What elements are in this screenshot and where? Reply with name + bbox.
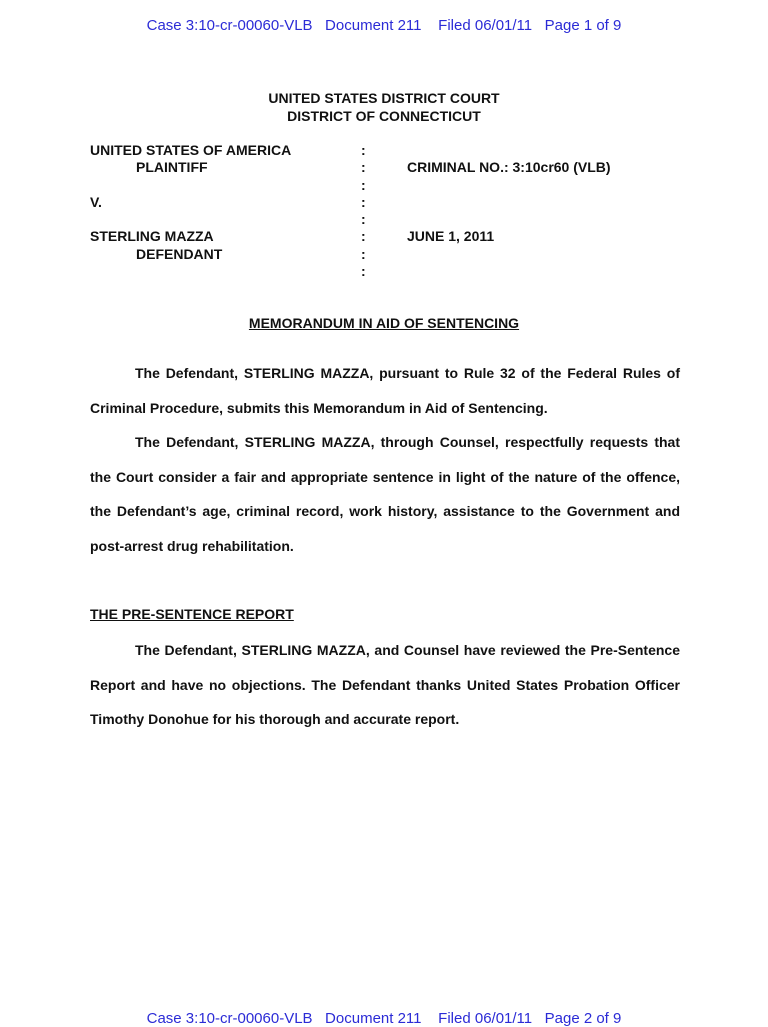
caption-colon: :: [361, 159, 366, 176]
caption-plaintiff-name: UNITED STATES OF AMERICA: [90, 142, 292, 158]
case-caption-details: [407, 142, 727, 246]
caption-colon: :: [361, 228, 366, 245]
caption-colon: :: [361, 142, 366, 158]
filing-date: JUNE 1, 2011: [407, 228, 495, 245]
caption-plaintiff-label: PLAINTIFF: [136, 159, 208, 176]
caption-spacer: [407, 177, 727, 194]
paragraph-rule-32: [90, 356, 680, 425]
caption-defendant-name: STERLING MAZZA: [90, 228, 214, 245]
court-district: DISTRICT OF CONNECTICUT: [287, 108, 481, 124]
caption-colon: :: [361, 176, 366, 193]
caption-colon: :: [361, 263, 366, 280]
caption-colon-column: [361, 142, 371, 280]
case-stamp-header: Case 3:10-cr-00060-VLB Document 211 Filed 06/01/11 Page 1 of 9: [146, 17, 622, 34]
caption-spacer: [407, 194, 727, 211]
caption-defendant-label: DEFENDANT: [136, 245, 223, 262]
caption-versus: V.: [90, 193, 102, 210]
caption-spacer: [407, 211, 727, 228]
paragraph-pre-sentence-report: [90, 633, 680, 737]
caption-spacer: [90, 211, 360, 228]
caption-spacer: [407, 142, 727, 159]
caption-colon: :: [361, 211, 366, 228]
paragraph-request: [90, 425, 680, 564]
paragraph-text: The Defendant, STERLING MAZZA, and Counsel have reviewed the Pre-Sentence Report and have no objections. The Defendant thanks United States Probation Officer Timothy Donohue for his thorough and accurate report.: [90, 642, 680, 728]
criminal-number: CRIMINAL NO.: 3:10cr60 (VLB): [407, 159, 611, 176]
paragraph-text: The Defendant, STERLING MAZZA, pursuant to Rule 32 of the Federal Rules of Criminal Procedure, submits this Memorandum in Aid of Sentencing.: [90, 365, 680, 416]
section-heading-pre-sentence-report: THE PRE-SENTENCE REPORT: [90, 606, 294, 622]
caption-colon: :: [361, 193, 366, 210]
caption-spacer: [90, 177, 360, 194]
paragraph-text: The Defendant, STERLING MAZZA, through Counsel, respectfully requests that the Court consider a fair and appropriate sentence in light of the nature of the offence, the Defendant’s age, criminal record, work history, assistance to the Government and post-arrest drug rehabilitation.: [90, 434, 680, 555]
memorandum-title: MEMORANDUM IN AID OF SENTENCING: [248, 315, 520, 331]
case-stamp-next-page: Case 3:10-cr-00060-VLB Document 211 Filed 06/01/11 Page 2 of 9: [146, 1010, 622, 1027]
court-name: UNITED STATES DISTRICT COURT: [268, 90, 500, 106]
caption-colon: :: [361, 245, 366, 262]
case-caption-parties: [90, 142, 360, 263]
